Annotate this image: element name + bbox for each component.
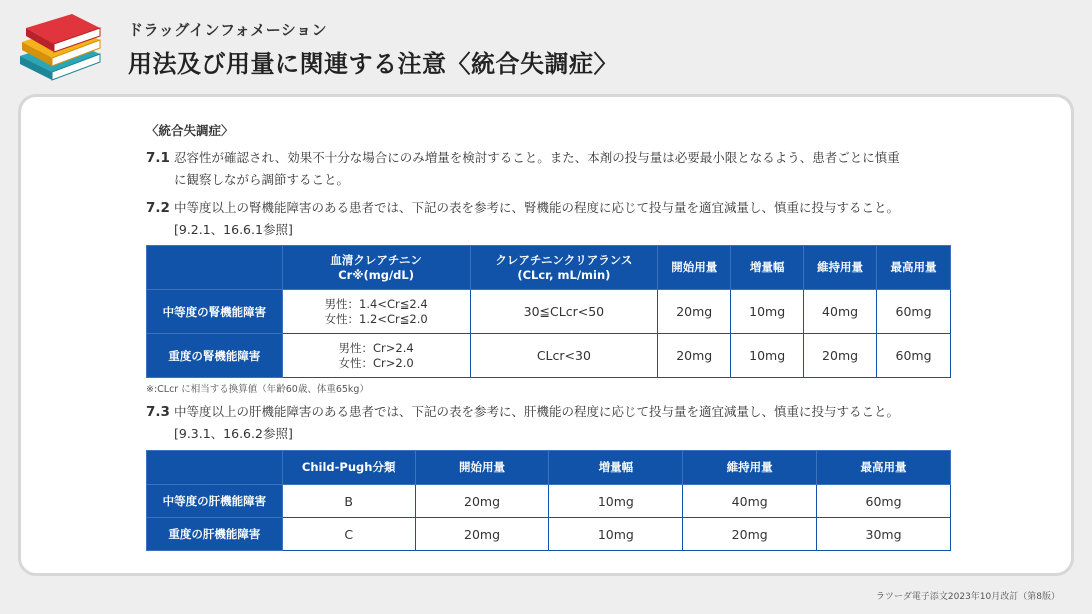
cr-female: 女性：1.2<Cr≦2.0 <box>324 311 428 326</box>
table-header-row <box>147 451 951 485</box>
increment: 10mg <box>731 334 804 378</box>
header-serum-cr-line2: Cr※(mg/dL) <box>338 267 414 282</box>
header-start-dose: 開始用量 <box>658 246 731 290</box>
maintenance-dose: 20mg <box>804 334 877 378</box>
item-number: 7.1 <box>146 150 170 166</box>
cr-criteria <box>282 334 470 378</box>
row-label: 中等度の肝機能障害 <box>147 485 283 518</box>
maintenance-dose: 40mg <box>683 485 817 518</box>
header-serum-cr <box>282 246 470 290</box>
item-number: 7.2 <box>146 200 170 216</box>
start-dose: 20mg <box>658 334 731 378</box>
maintenance-dose: 20mg <box>683 518 817 551</box>
table-row <box>147 518 951 551</box>
increment: 10mg <box>731 290 804 334</box>
header-increment: 増量幅 <box>549 451 683 485</box>
start-dose: 20mg <box>658 290 731 334</box>
books-logo-icon <box>16 10 104 82</box>
empty-header-cell <box>147 451 283 485</box>
max-dose: 60mg <box>817 485 951 518</box>
item-text-line1: 中等度以上の肝機能障害のある患者では、下記の表を参考に、肝機能の程度に応じて投与量を適宜減量し、慎重に投与すること。 <box>174 404 900 419</box>
table-row <box>147 290 951 334</box>
header-maintenance: 維持用量 <box>804 246 877 290</box>
header-child-pugh: Child-Pugh分類 <box>282 451 415 485</box>
table-header-row <box>147 246 951 290</box>
table-row <box>147 334 951 378</box>
max-dose: 60mg <box>877 290 951 334</box>
header-maintenance: 維持用量 <box>683 451 817 485</box>
item-text-line1: 忍容性が確認され、効果不十分な場合にのみ増量を検討すること。また、本剤の投与量は必要最小限となるよう、患者ごとに慎重 <box>174 150 900 165</box>
header-max-dose: 最高用量 <box>817 451 951 485</box>
increment: 10mg <box>549 485 683 518</box>
footer-source: ラツーダ電子添文2023年10月改訂（第8版） <box>875 592 1060 602</box>
child-pugh-class: B <box>282 485 415 518</box>
section-label: 〈統合失調症〉 <box>146 123 234 138</box>
item-text-line1: 中等度以上の腎機能障害のある患者では、下記の表を参考に、腎機能の程度に応じて投与量を適宜減量し、慎重に投与すること。 <box>174 200 900 215</box>
item-7-2 <box>146 197 966 241</box>
clcr-value: CLcr<30 <box>470 334 658 378</box>
item-number: 7.3 <box>146 404 170 420</box>
max-dose: 60mg <box>877 334 951 378</box>
header-clcr <box>470 246 658 290</box>
header-increment: 増量幅 <box>731 246 804 290</box>
increment: 10mg <box>549 518 683 551</box>
cr-male: 男性：1.4<Cr≦2.4 <box>324 296 428 311</box>
start-dose: 20mg <box>415 485 549 518</box>
item-text-line2: に観察しながら調節すること。 <box>174 172 350 187</box>
hepatic-dosage-table <box>146 450 951 551</box>
item-7-3 <box>146 401 966 445</box>
table-footnote: ※:CLcr に相当する換算値（年齢60歳、体重65kg） <box>146 384 369 395</box>
header-max-dose: 最高用量 <box>877 246 951 290</box>
header-clcr-line1: クレアチニンクリアランス <box>495 252 633 267</box>
row-label: 重度の肝機能障害 <box>147 518 283 551</box>
row-label: 重度の腎機能障害 <box>147 334 283 378</box>
cr-male: 男性：Cr>2.4 <box>338 340 414 355</box>
content-card <box>18 94 1074 576</box>
maintenance-dose: 40mg <box>804 290 877 334</box>
empty-header-cell <box>147 246 283 290</box>
renal-dosage-table <box>146 245 951 378</box>
header-subtitle: ドラッグインフォメーション <box>128 21 328 39</box>
item-reference: [9.2.1、16.6.1参照] <box>174 222 293 237</box>
row-label: 中等度の腎機能障害 <box>147 290 283 334</box>
header-serum-cr-line1: 血清クレアチニン <box>330 252 422 267</box>
table-row <box>147 485 951 518</box>
item-reference: [9.3.1、16.6.2参照] <box>174 426 293 441</box>
page-title: 用法及び用量に関連する注意〈統合失調症〉 <box>128 50 618 78</box>
cr-female: 女性：Cr>2.0 <box>338 355 414 370</box>
header-clcr-line2: (CLcr, mL/min) <box>517 267 611 282</box>
item-7-1 <box>146 147 966 191</box>
child-pugh-class: C <box>282 518 415 551</box>
max-dose: 30mg <box>817 518 951 551</box>
header-start-dose: 開始用量 <box>415 451 549 485</box>
clcr-value: 30≦CLcr<50 <box>470 290 658 334</box>
cr-criteria <box>282 290 470 334</box>
start-dose: 20mg <box>415 518 549 551</box>
